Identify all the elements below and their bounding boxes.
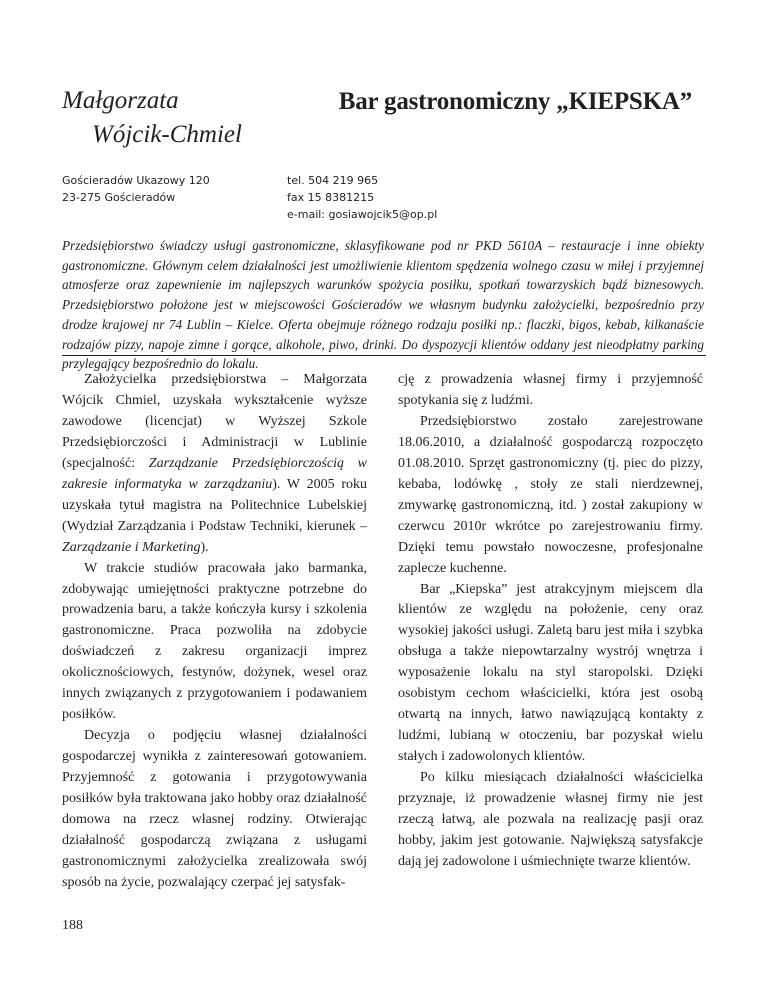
email-address: e-mail: gosiawojcik5@op.pl <box>287 208 438 221</box>
body-paragraph: Decyzja o podjęciu własnej działalności gospodarczej wynikła z zainteresowań gotowaniem. Przyjemność z gotowania i przygotowywania posiłków była traktowana jako hobby oraz działalność domowa na rzecz własnej rodziny. Otwierając działalność gospodarczą związana z usługami gastronomicznymi założycielka zrealizowała swój sposób na życie, pozwalający czerpać jej satysfak- <box>62 728 367 890</box>
address-postal: 23-275 Gościeradów <box>62 191 176 204</box>
abstract: Przedsiębiorstwo świadczy usługi gastronomiczne, sklasyfikowane pod nr PKD 5610A – restauracje i inne obiekty gastronomiczne. Głównym celem działalności jest umożliwienie klientom spędzenia wolnego czasu w miłej i przyjemnej atmosferze oraz zapewnienie im najlepszych warunków spożycia posiłku, spotkań towarzyskich bądź biznesowych. Przedsiębiorstwo położone jest w miejscowości Gościeradów we własnym budynku założycielki, bezpośrednio przy drodze krajowej nr 74 Lublin – Kielce. Oferta obejmuje różnego rodzaju posiłki np.: flaczki, bigos, kebab, kilkanaście rodzajów pizzy, napoje zimne i gorące, alkohole, piwo, drinki. Do dyspozycji klientów oddany jest nieodpłatny parking przylegający bezpośrednio do lokalu. <box>62 238 704 372</box>
body-paragraph: Bar „Kiepska” jest atrakcyjnym miejscem dla klientów ze względu na położenie, ceny oraz wysokiej jakości usługi. Zaletą baru jest miła i szybka obsługa a także niepowtarzalny wystrój wnętrza i wyposażenie lokalu na styl staropolski. Dzięki osobistym cechom właścicielki, która jest osobą otwartą na innych, łatwo nawiązującą kontakty z ludźmi, lubianą w otoczeniu, bar pozyskał wielu stałych i zadowolonych klientów. <box>398 581 703 765</box>
author-name <box>62 84 242 152</box>
paragraph-text: Założycielka przedsiębiorstwa – Małgorzata Wójcik Chmiel, uzyskała wykształcenie wyższe zawodowe (licencjat) w Wyższej Szkole Przedsiębiorczości i Administracji w Lublinie (specjalność: <box>62 372 367 471</box>
body-column-left <box>62 370 367 894</box>
body-paragraph: W trakcie studiów pracowała jako barmanka, zdobywając umiejętności praktyczne potrzebne do prowadzenia baru, a także kończyła kursy i szkolenia gastronomiczne. Praca pozwoliła na zdobycie doświadczeń z zakresu organizacji imprez okolicznościowych, festynów, dożynek, wesel oraz innych związanych z przygotowaniem i podawaniem posiłków. <box>62 560 367 723</box>
body-column-right <box>398 370 703 873</box>
contact-details <box>287 172 437 223</box>
specialization-name: Zarządzanie Przedsiębiorczością w zakresie informatyka w zarządzaniu <box>62 455 367 492</box>
body-paragraph: Przedsiębiorstwo zostało zarejestrowane 18.06.2010, a działalność gospodarczą rozpoczęto 01.08.2010. Sprzęt gastronomiczny (tj. piec do pizzy, kebaba, lodówkę , stoły ze stali nierdzewnej, zmywarkę gastronomiczną, itd. ) został zakupiony w czerwcu 2010r wkrótce po zarejestrowaniu firmy. Dzięki temu powstało nowoczesne, profesjonalne zaplecze kuchenne. <box>398 413 703 576</box>
author-first-name: Małgorzata <box>62 87 179 114</box>
body-paragraph <box>62 370 367 559</box>
fax-number: fax 15 8381215 <box>287 191 375 204</box>
paragraph-text: ). W 2005 roku uzyskała tytuł magistra na Politechnice Lubelskiej (Wydział Zarządzania i Podstaw Techniki, kierunek – <box>62 476 367 534</box>
field-of-study: Zarządzanie i Marketing <box>62 539 201 555</box>
address-street: Gościeradów Ukazowy 120 <box>62 174 210 187</box>
body-paragraph: cję z prowadzenia własnej firmy i przyjemność spotykania się z ludźmi. <box>398 372 703 408</box>
section-divider <box>62 355 706 356</box>
article-title: Bar gastronomiczny „KIEPSKA” <box>338 88 692 115</box>
contact-address <box>62 172 210 206</box>
paragraph-text: ). <box>200 539 209 555</box>
body-paragraph: Po kilku miesiącach działalności właścicielka przyznaje, iż prowadzenie własnej firmy nie jest rzeczą łatwą, ale pozwala na realizację pasji oraz hobby, jakim jest gotowanie. Największą satysfakcje dają jej zadowolone i uśmiechnięte twarze klientów. <box>398 770 703 869</box>
page-number: 188 <box>62 918 83 933</box>
phone-number: tel. 504 219 965 <box>287 174 379 187</box>
author-last-name: Wójcik-Chmiel <box>92 121 242 148</box>
